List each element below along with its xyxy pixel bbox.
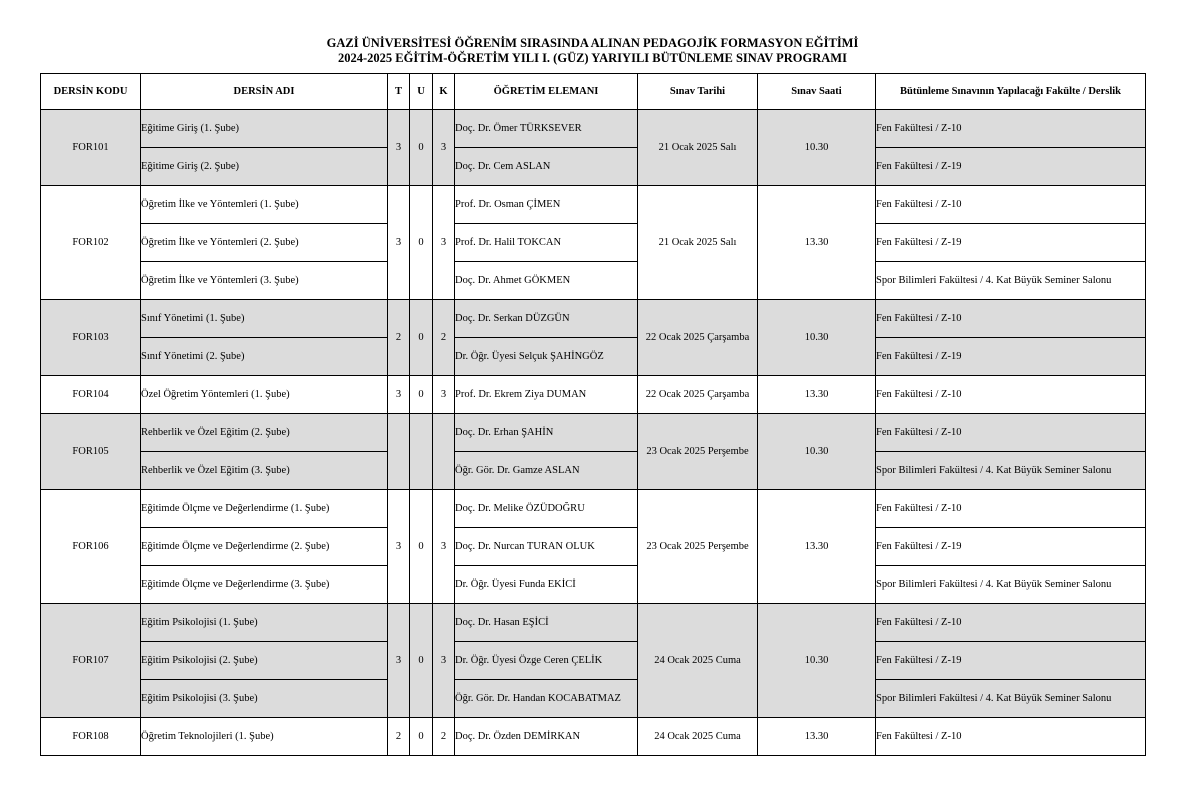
exam-time: 10.30 [758, 110, 876, 186]
course-code: FOR104 [41, 376, 141, 414]
theory-hours: 3 [388, 490, 410, 604]
exam-time: 13.30 [758, 376, 876, 414]
course-section-name: Eğitimde Ölçme ve Değerlendirme (1. Şube) [141, 490, 388, 528]
table-row [41, 718, 1146, 756]
instructor: Doç. Dr. Özden DEMİRKAN [455, 718, 638, 756]
course-section-name: Eğitime Giriş (1. Şube) [141, 110, 388, 148]
exam-time: 10.30 [758, 604, 876, 718]
theory-hours: 3 [388, 604, 410, 718]
exam-schedule-table [40, 73, 1146, 756]
instructor: Dr. Öğr. Üyesi Özge Ceren ÇELİK [455, 642, 638, 680]
table-row [41, 186, 1146, 224]
instructor: Prof. Dr. Halil TOKCAN [455, 224, 638, 262]
header-u: U [410, 74, 433, 110]
header-instructor: ÖĞRETİM ELEMANI [455, 74, 638, 110]
theory-hours: 2 [388, 718, 410, 756]
exam-location: Fen Fakültesi / Z-10 [876, 604, 1146, 642]
exam-time: 10.30 [758, 414, 876, 490]
course-code: FOR101 [41, 110, 141, 186]
header-k: K [433, 74, 455, 110]
instructor: Doç. Dr. Hasan EŞİCİ [455, 604, 638, 642]
instructor: Prof. Dr. Ekrem Ziya DUMAN [455, 376, 638, 414]
course-code: FOR107 [41, 604, 141, 718]
practice-hours: 0 [410, 110, 433, 186]
exam-date: 24 Ocak 2025 Cuma [638, 718, 758, 756]
instructor: Doç. Dr. Nurcan TURAN OLUK [455, 528, 638, 566]
exam-date: 23 Ocak 2025 Perşembe [638, 490, 758, 604]
credits: 3 [433, 186, 455, 300]
practice-hours: 0 [410, 186, 433, 300]
credits: 2 [433, 718, 455, 756]
instructor: Dr. Öğr. Üyesi Funda EKİCİ [455, 566, 638, 604]
exam-time: 10.30 [758, 300, 876, 376]
credits: 3 [433, 110, 455, 186]
table-row [41, 604, 1146, 642]
instructor: Doç. Dr. Ahmet GÖKMEN [455, 262, 638, 300]
instructor: Doç. Dr. Erhan ŞAHİN [455, 414, 638, 452]
instructor: Doç. Dr. Cem ASLAN [455, 148, 638, 186]
course-code: FOR102 [41, 186, 141, 300]
table-row [41, 414, 1146, 452]
course-section-name: Eğitim Psikolojisi (1. Şube) [141, 604, 388, 642]
table-row [41, 148, 1146, 186]
table-row [41, 300, 1146, 338]
instructor: Doç. Dr. Serkan DÜZGÜN [455, 300, 638, 338]
exam-location: Spor Bilimleri Fakültesi / 4. Kat Büyük Seminer Salonu [876, 452, 1146, 490]
instructor: Öğr. Gör. Dr. Handan KOCABATMAZ [455, 680, 638, 718]
practice-hours: 0 [410, 604, 433, 718]
course-section-name: Sınıf Yönetimi (1. Şube) [141, 300, 388, 338]
header-exam-date: Sınav Tarihi [638, 74, 758, 110]
table-row [41, 224, 1146, 262]
exam-location: Fen Fakültesi / Z-10 [876, 300, 1146, 338]
exam-location: Fen Fakültesi / Z-19 [876, 338, 1146, 376]
course-section-name: Eğitime Giriş (2. Şube) [141, 148, 388, 186]
practice-hours [410, 414, 433, 490]
course-section-name: Eğitimde Ölçme ve Değerlendirme (2. Şube) [141, 528, 388, 566]
exam-date: 24 Ocak 2025 Cuma [638, 604, 758, 718]
table-row [41, 338, 1146, 376]
course-section-name: Rehberlik ve Özel Eğitim (3. Şube) [141, 452, 388, 490]
exam-location: Spor Bilimleri Fakültesi / 4. Kat Büyük Seminer Salonu [876, 566, 1146, 604]
exam-location: Fen Fakültesi / Z-19 [876, 642, 1146, 680]
course-code: FOR106 [41, 490, 141, 604]
exam-location: Fen Fakültesi / Z-10 [876, 186, 1146, 224]
table-row [41, 566, 1146, 604]
credits [433, 414, 455, 490]
theory-hours: 3 [388, 186, 410, 300]
document-header [0, 0, 1185, 66]
table-row [41, 110, 1146, 148]
header-row [41, 74, 1146, 110]
table-row [41, 452, 1146, 490]
table-row [41, 528, 1146, 566]
table-row [41, 262, 1146, 300]
course-section-name: Eğitimde Ölçme ve Değerlendirme (3. Şube) [141, 566, 388, 604]
exam-location: Fen Fakültesi / Z-10 [876, 490, 1146, 528]
exam-date: 21 Ocak 2025 Salı [638, 110, 758, 186]
credits: 2 [433, 300, 455, 376]
instructor: Doç. Dr. Ömer TÜRKSEVER [455, 110, 638, 148]
exam-location: Fen Fakültesi / Z-19 [876, 528, 1146, 566]
practice-hours: 0 [410, 300, 433, 376]
instructor: Prof. Dr. Osman ÇİMEN [455, 186, 638, 224]
credits: 3 [433, 604, 455, 718]
exam-location: Fen Fakültesi / Z-10 [876, 110, 1146, 148]
course-section-name: Rehberlik ve Özel Eğitim (2. Şube) [141, 414, 388, 452]
instructor: Dr. Öğr. Üyesi Selçuk ŞAHİNGÖZ [455, 338, 638, 376]
course-code: FOR103 [41, 300, 141, 376]
course-code: FOR105 [41, 414, 141, 490]
exam-date: 22 Ocak 2025 Çarşamba [638, 300, 758, 376]
exam-location: Fen Fakültesi / Z-19 [876, 224, 1146, 262]
header-t: T [388, 74, 410, 110]
header-course-name: DERSİN ADI [141, 74, 388, 110]
header-location: Bütünleme Sınavının Yapılacağı Fakülte / Derslik [876, 74, 1146, 110]
course-section-name: Öğretim İlke ve Yöntemleri (1. Şube) [141, 186, 388, 224]
table-row [41, 376, 1146, 414]
credits: 3 [433, 490, 455, 604]
exam-time: 13.30 [758, 718, 876, 756]
instructor: Öğr. Gör. Dr. Gamze ASLAN [455, 452, 638, 490]
theory-hours: 2 [388, 300, 410, 376]
course-section-name: Öğretim İlke ve Yöntemleri (3. Şube) [141, 262, 388, 300]
course-section-name: Eğitim Psikolojisi (3. Şube) [141, 680, 388, 718]
exam-location: Spor Bilimleri Fakültesi / 4. Kat Büyük Seminer Salonu [876, 262, 1146, 300]
exam-location: Fen Fakültesi / Z-10 [876, 718, 1146, 756]
schedule-body [41, 110, 1146, 756]
course-section-name: Öğretim İlke ve Yöntemleri (2. Şube) [141, 224, 388, 262]
header-course-code: DERSİN KODU [41, 74, 141, 110]
practice-hours: 0 [410, 490, 433, 604]
exam-location: Fen Fakültesi / Z-10 [876, 414, 1146, 452]
theory-hours: 3 [388, 110, 410, 186]
header-exam-time: Sınav Saati [758, 74, 876, 110]
exam-date: 21 Ocak 2025 Salı [638, 186, 758, 300]
credits: 3 [433, 376, 455, 414]
exam-date: 22 Ocak 2025 Çarşamba [638, 376, 758, 414]
instructor: Doç. Dr. Melike ÖZÜDOĞRU [455, 490, 638, 528]
table-row [41, 490, 1146, 528]
course-section-name: Özel Öğretim Yöntemleri (1. Şube) [141, 376, 388, 414]
exam-date: 23 Ocak 2025 Perşembe [638, 414, 758, 490]
title-line-1: GAZİ ÜNİVERSİTESİ ÖĞRENİM SIRASINDA ALINAN PEDAGOJİK FORMASYON EĞİTİMİ [326, 36, 859, 50]
exam-time: 13.30 [758, 186, 876, 300]
table-row [41, 680, 1146, 718]
course-section-name: Eğitim Psikolojisi (2. Şube) [141, 642, 388, 680]
exam-location: Spor Bilimleri Fakültesi / 4. Kat Büyük Seminer Salonu [876, 680, 1146, 718]
practice-hours: 0 [410, 718, 433, 756]
title-line-2: 2024-2025 EĞİTİM-ÖĞRETİM YILI I. (GÜZ) YARIYILI BÜTÜNLEME SINAV PROGRAMI [338, 51, 847, 65]
course-section-name: Öğretim Teknolojileri (1. Şube) [141, 718, 388, 756]
course-section-name: Sınıf Yönetimi (2. Şube) [141, 338, 388, 376]
exam-location: Fen Fakültesi / Z-10 [876, 376, 1146, 414]
practice-hours: 0 [410, 376, 433, 414]
table-row [41, 642, 1146, 680]
course-code: FOR108 [41, 718, 141, 756]
theory-hours: 3 [388, 376, 410, 414]
theory-hours [388, 414, 410, 490]
exam-location: Fen Fakültesi / Z-19 [876, 148, 1146, 186]
exam-time: 13.30 [758, 490, 876, 604]
